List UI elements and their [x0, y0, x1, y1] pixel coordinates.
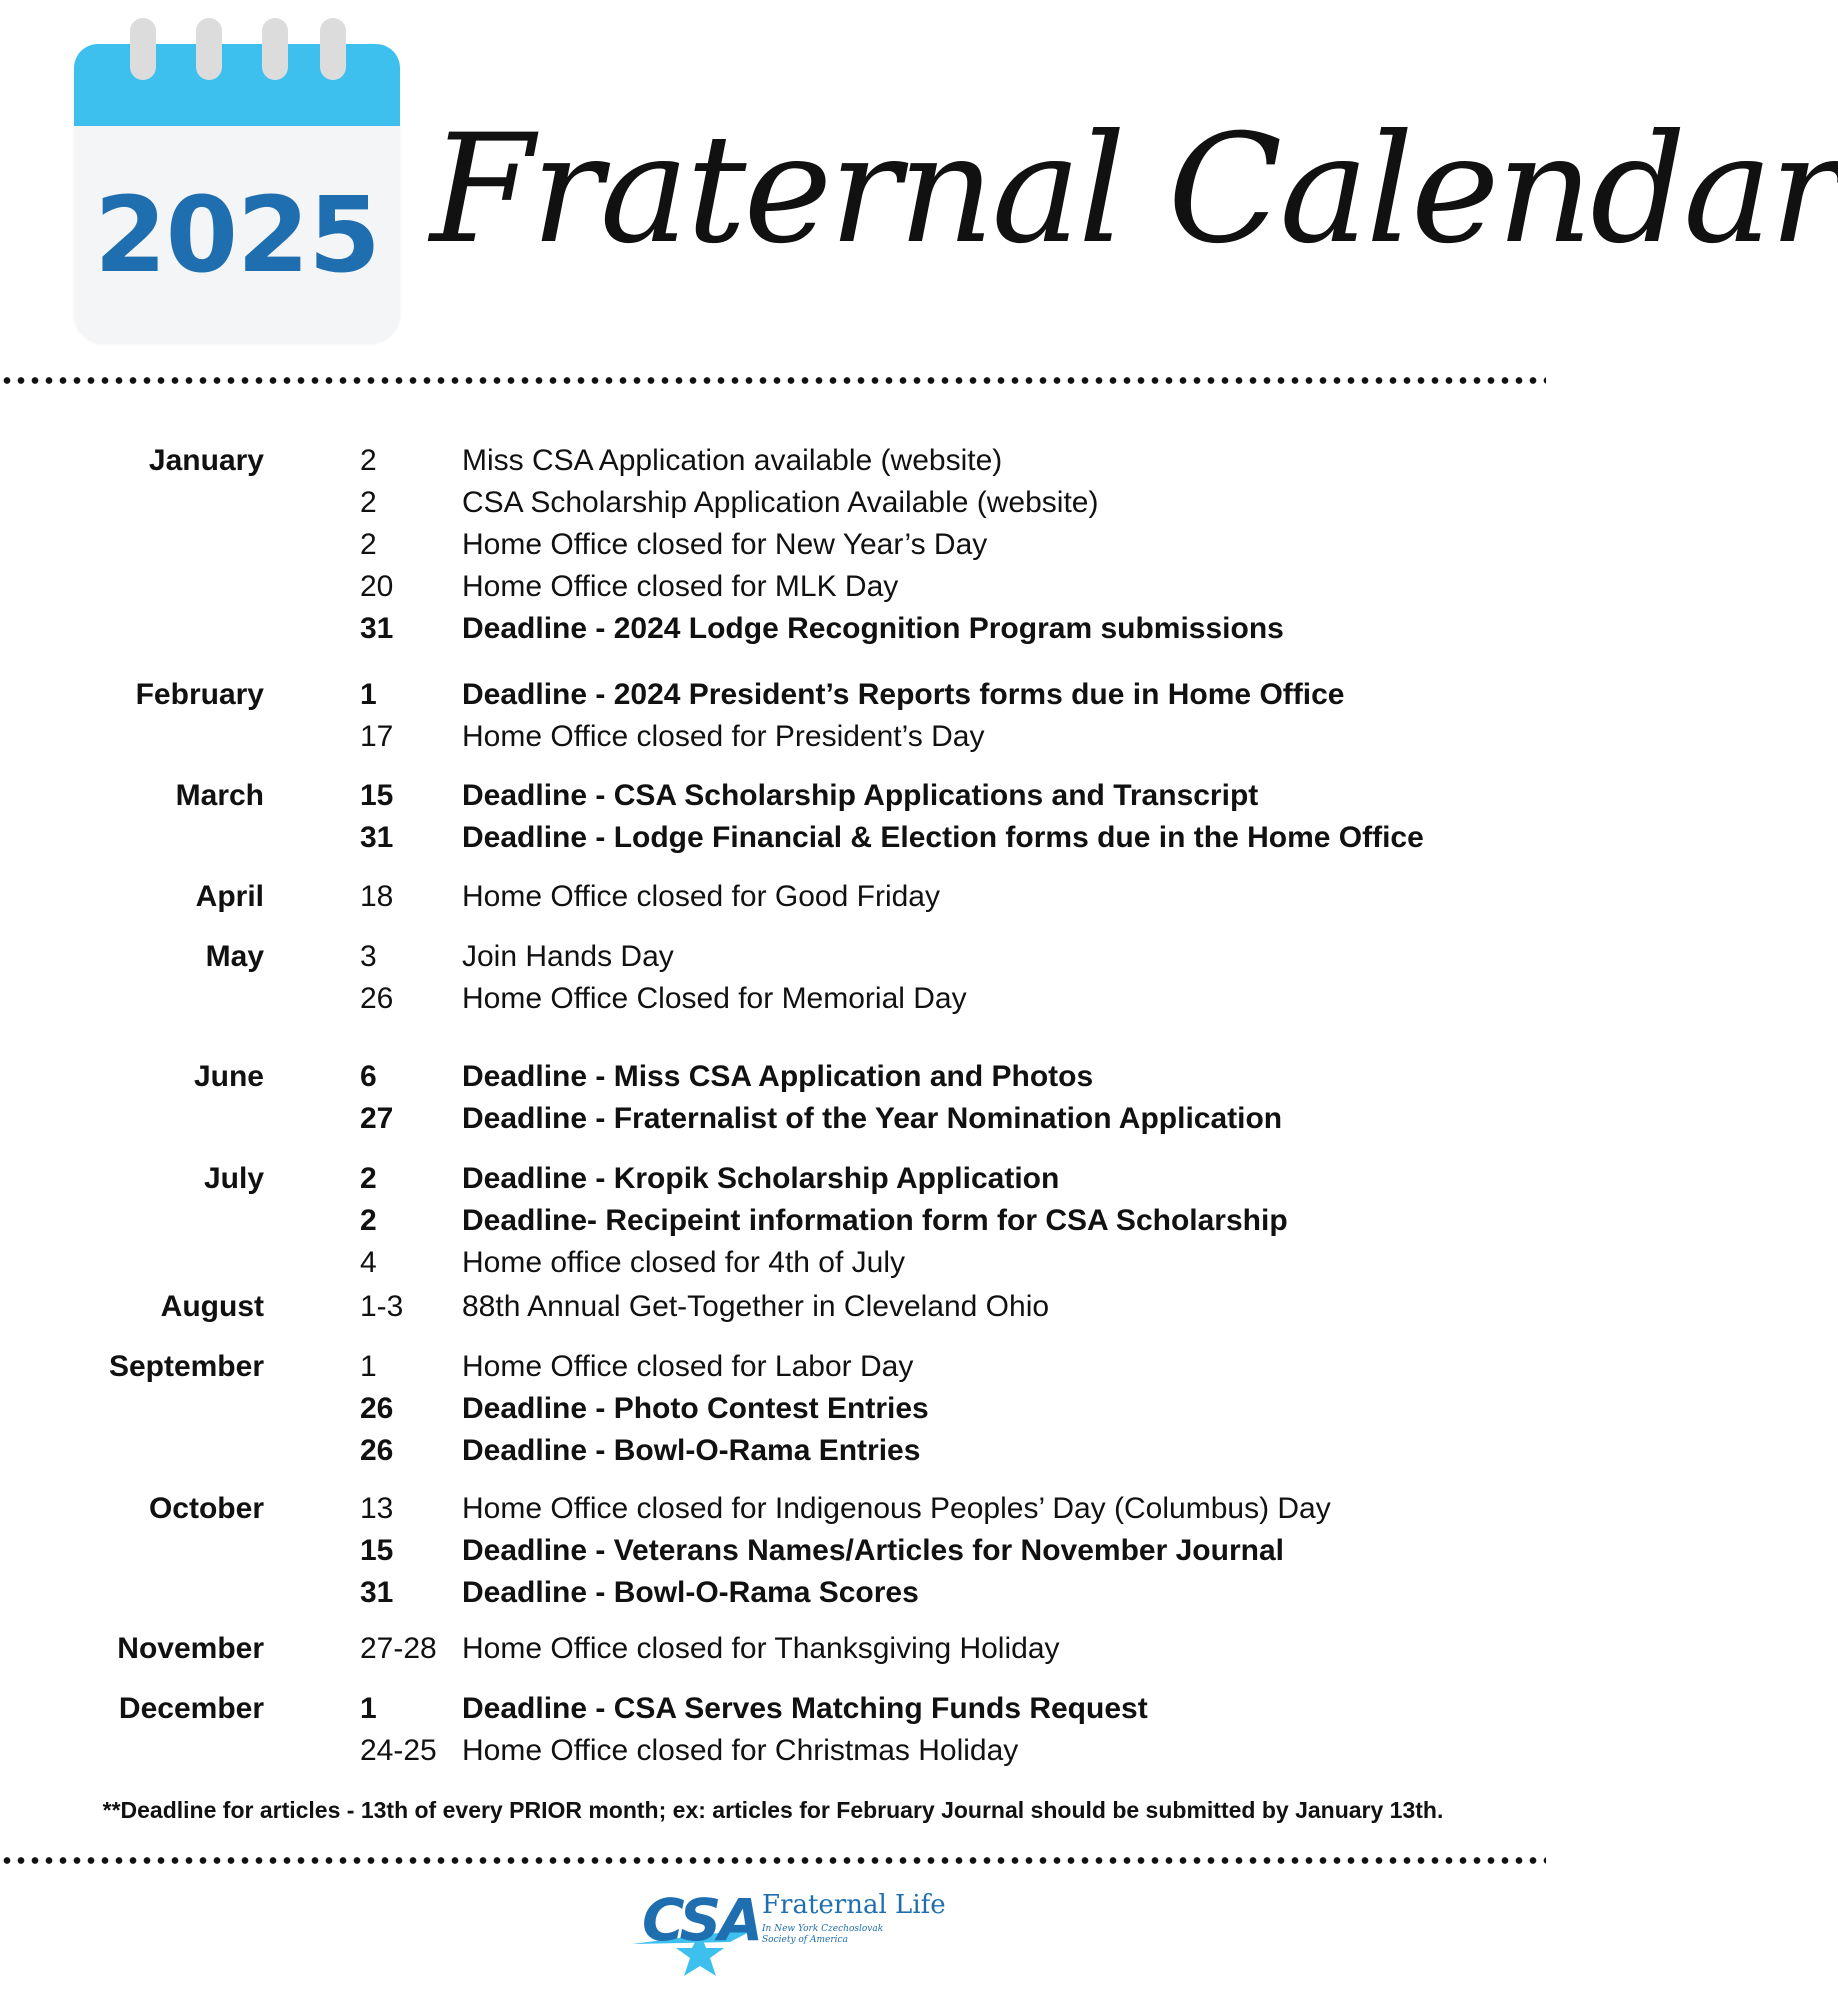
event-day: 15: [360, 779, 394, 812]
event-description: Home Office closed for MLK Day: [462, 570, 899, 603]
event-day: 2: [360, 486, 377, 519]
event-description: Deadline - Miss CSA Application and Photos: [462, 1060, 1094, 1093]
event-day: 2: [360, 444, 377, 477]
event-description: Home Office Closed for Memorial Day: [462, 982, 967, 1015]
event-day: 27-28: [360, 1632, 437, 1665]
csa-logo: [632, 1886, 946, 1986]
event-day: 18: [360, 880, 394, 913]
calendar-ring-icon: [130, 18, 156, 80]
event-description: 88th Annual Get-Together in Cleveland Ohio: [462, 1290, 1050, 1323]
event-day: 31: [360, 821, 394, 854]
calendar-ring-icon: [196, 18, 222, 80]
month-name: September: [108, 1350, 264, 1383]
event-description: Home Office closed for Good Friday: [462, 880, 940, 913]
event-day: 1: [360, 1692, 377, 1725]
page-title: Fraternal Calendar: [430, 103, 1838, 277]
month-name: November: [117, 1632, 264, 1665]
logo-mark: CSA: [642, 1886, 761, 1954]
event-description: Deadline - CSA Scholarship Applications and Transcript: [462, 779, 1259, 812]
calendar-icon: [74, 44, 400, 344]
month-name: October: [148, 1492, 264, 1525]
event-day: 24-25: [360, 1734, 437, 1767]
event-description: Deadline - Bowl-O-Rama Scores: [462, 1576, 919, 1609]
month-name: August: [160, 1290, 264, 1323]
event-day: 26: [360, 1434, 394, 1467]
event-day: 2: [360, 528, 377, 561]
event-description: Home Office closed for New Year’s Day: [462, 528, 988, 561]
month-name: April: [195, 880, 264, 913]
event-day: 31: [360, 1576, 394, 1609]
event-description: Home Office closed for Thanksgiving Holiday: [462, 1632, 1060, 1665]
month-name: July: [203, 1162, 264, 1195]
event-description: Deadline - Lodge Financial & Election forms due in the Home Office: [462, 821, 1424, 854]
event-day: 13: [360, 1492, 394, 1525]
month-name: January: [148, 444, 264, 477]
event-description: Deadline - Fraternalist of the Year Nomination Application: [462, 1102, 1283, 1135]
event-day: 6: [360, 1060, 377, 1093]
calendar-ring-icon: [262, 18, 288, 80]
month-name: June: [193, 1060, 264, 1093]
event-day: 20: [360, 570, 394, 603]
event-description: Miss CSA Application available (website): [462, 444, 1003, 477]
dotted-divider-top: [0, 376, 1546, 385]
event-description: Home Office closed for Indigenous Peoples’ Day (Columbus) Day: [462, 1492, 1331, 1525]
event-day: 17: [360, 720, 394, 753]
event-description: Deadline - 2024 President’s Reports forms due in Home Office: [462, 678, 1345, 711]
event-description: CSA Scholarship Application Available (website): [462, 486, 1099, 519]
event-description: Home office closed for 4th of July: [462, 1246, 905, 1279]
event-description: Deadline - Bowl-O-Rama Entries: [462, 1434, 921, 1467]
event-description: Deadline - CSA Serves Matching Funds Request: [462, 1692, 1148, 1725]
event-day: 3: [360, 940, 377, 973]
logo-subtitle: [762, 1924, 883, 1946]
logo-subtitle-line: In New York Czechoslovak: [762, 1924, 884, 1934]
event-description: Home Office closed for Christmas Holiday: [462, 1734, 1019, 1767]
event-day: 15: [360, 1534, 394, 1567]
event-day: 1: [360, 678, 377, 711]
dotted-divider-bottom: [0, 1856, 1546, 1865]
event-day: 4: [360, 1246, 377, 1279]
event-description: Deadline - 2024 Lodge Recognition Program submissions: [462, 612, 1284, 645]
month-name: March: [175, 779, 264, 812]
event-description: Join Hands Day: [462, 940, 674, 973]
month-name: December: [118, 1692, 264, 1725]
calendar-year: 2025: [94, 174, 380, 296]
calendar-icon-top: [74, 44, 400, 126]
calendar-ring-icon: [320, 18, 346, 80]
event-description: Deadline - Photo Contest Entries: [462, 1392, 929, 1425]
event-day: 31: [360, 612, 394, 645]
event-day: 27: [360, 1102, 394, 1135]
event-day: 2: [360, 1204, 377, 1237]
event-description: Home Office closed for Labor Day: [462, 1350, 914, 1383]
logo-name: Fraternal Life: [762, 1890, 946, 1920]
event-description: Deadline - Veterans Names/Articles for November Journal: [462, 1534, 1284, 1567]
event-description: Deadline- Recipeint information form for CSA Scholarship: [462, 1204, 1288, 1237]
footnote: **Deadline for articles - 13th of every PRIOR month; ex: articles for February Journal should be submitted by January 13th.: [102, 1797, 1444, 1823]
event-day: 26: [360, 1392, 394, 1425]
month-name: February: [135, 678, 264, 711]
logo-subtitle-line: Society of America: [762, 1935, 848, 1945]
event-description: Home Office closed for President’s Day: [462, 720, 985, 753]
event-description: Deadline - Kropik Scholarship Application: [462, 1162, 1060, 1195]
header: [0, 0, 1838, 360]
month-name: May: [205, 940, 264, 973]
event-day: 26: [360, 982, 394, 1015]
event-day: 2: [360, 1162, 377, 1195]
event-day: 1: [360, 1350, 377, 1383]
event-day: 1-3: [360, 1290, 404, 1323]
